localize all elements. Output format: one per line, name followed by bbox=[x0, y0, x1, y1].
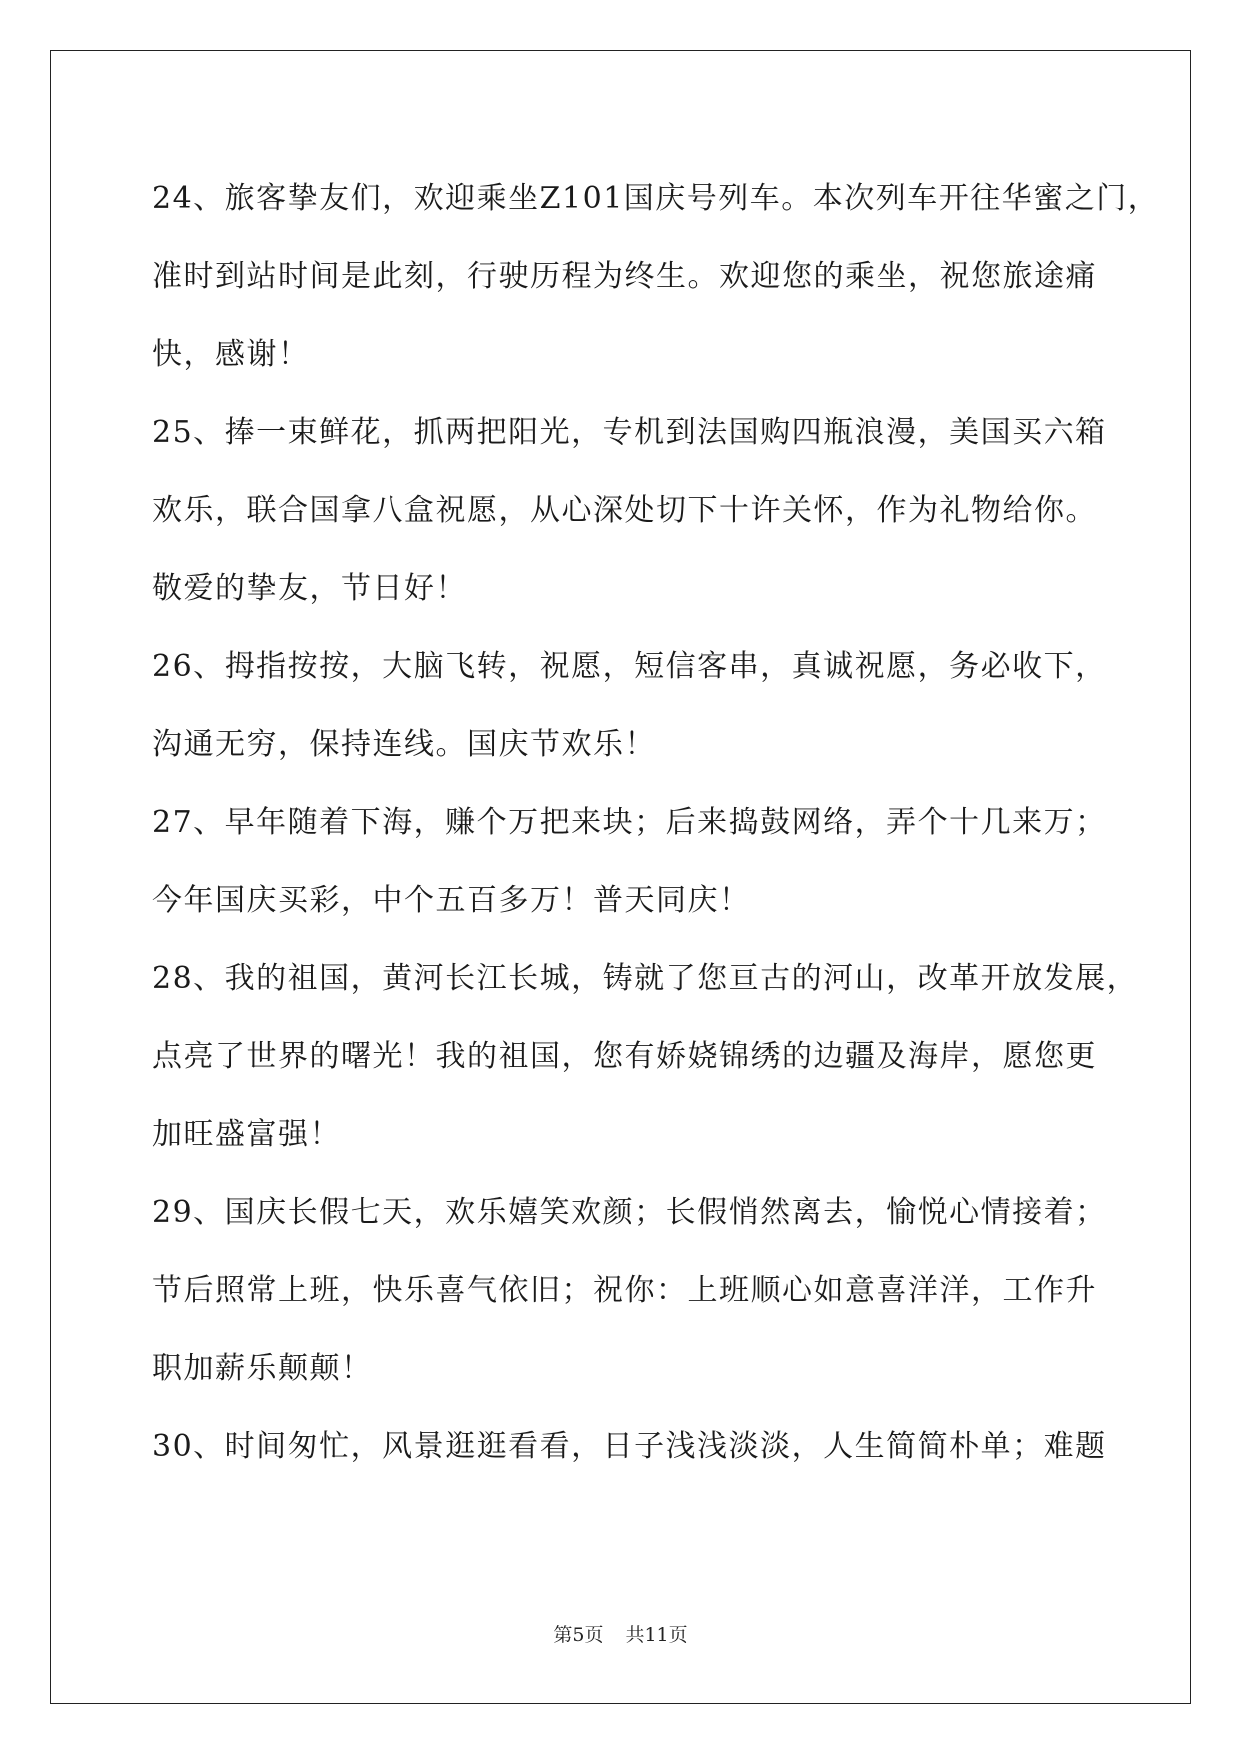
text-line: 28、我的祖国，黄河长江长城，铸就了您亘古的河山，改革开放发展， bbox=[152, 961, 1139, 996]
text-line: 29、国庆长假七天，欢乐嬉笑欢颜；长假悄然离去，愉悦心情接着； bbox=[152, 1195, 1107, 1230]
text-line: 节后照常上班，快乐喜气依旧；祝你：上班顺心如意喜洋洋，工作升 bbox=[152, 1273, 1097, 1308]
text-line: 25、捧一束鲜花，抓两把阳光，专机到法国购四瓶浪漫，美国买六箱 bbox=[152, 415, 1107, 450]
document-body bbox=[152, 160, 1160, 1486]
text-line: 快，感谢！ bbox=[152, 337, 310, 372]
text-line: 点亮了世界的曙光！我的祖国，您有娇娆锦绣的边疆及海岸，愿您更 bbox=[152, 1039, 1097, 1074]
text-line: 沟通无穷，保持连线。国庆节欢乐！ bbox=[152, 727, 656, 762]
text-line: 27、早年随着下海，赚个万把来块；后来捣鼓网络，弄个十几来万； bbox=[152, 805, 1107, 840]
text-line: 26、拇指按按，大脑飞转，祝愿，短信客串，真诚祝愿，务必收下， bbox=[152, 649, 1107, 684]
text-line: 30、时间匆忙，风景逛逛看看，日子浅浅淡淡，人生简简朴单；难题 bbox=[152, 1429, 1107, 1464]
page-total: 共11页 bbox=[625, 1624, 688, 1646]
page-number: 第5页 bbox=[553, 1624, 604, 1646]
page-footer bbox=[0, 1620, 1241, 1647]
text-line: 敬爱的挚友，节日好！ bbox=[152, 571, 467, 606]
text-line: 加旺盛富强！ bbox=[152, 1117, 341, 1152]
text-line: 准时到站时间是此刻，行驶历程为终生。欢迎您的乘坐，祝您旅途痛 bbox=[152, 259, 1097, 294]
text-line: 今年国庆买彩，中个五百多万！普天同庆！ bbox=[152, 883, 751, 918]
text-line: 24、旅客挚友们，欢迎乘坐Z101国庆号列车。本次列车开往华蜜之门， bbox=[152, 181, 1160, 216]
text-line: 职加薪乐颠颠！ bbox=[152, 1351, 373, 1386]
text-line: 欢乐，联合国拿八盒祝愿，从心深处切下十许关怀，作为礼物给你。 bbox=[152, 493, 1097, 528]
